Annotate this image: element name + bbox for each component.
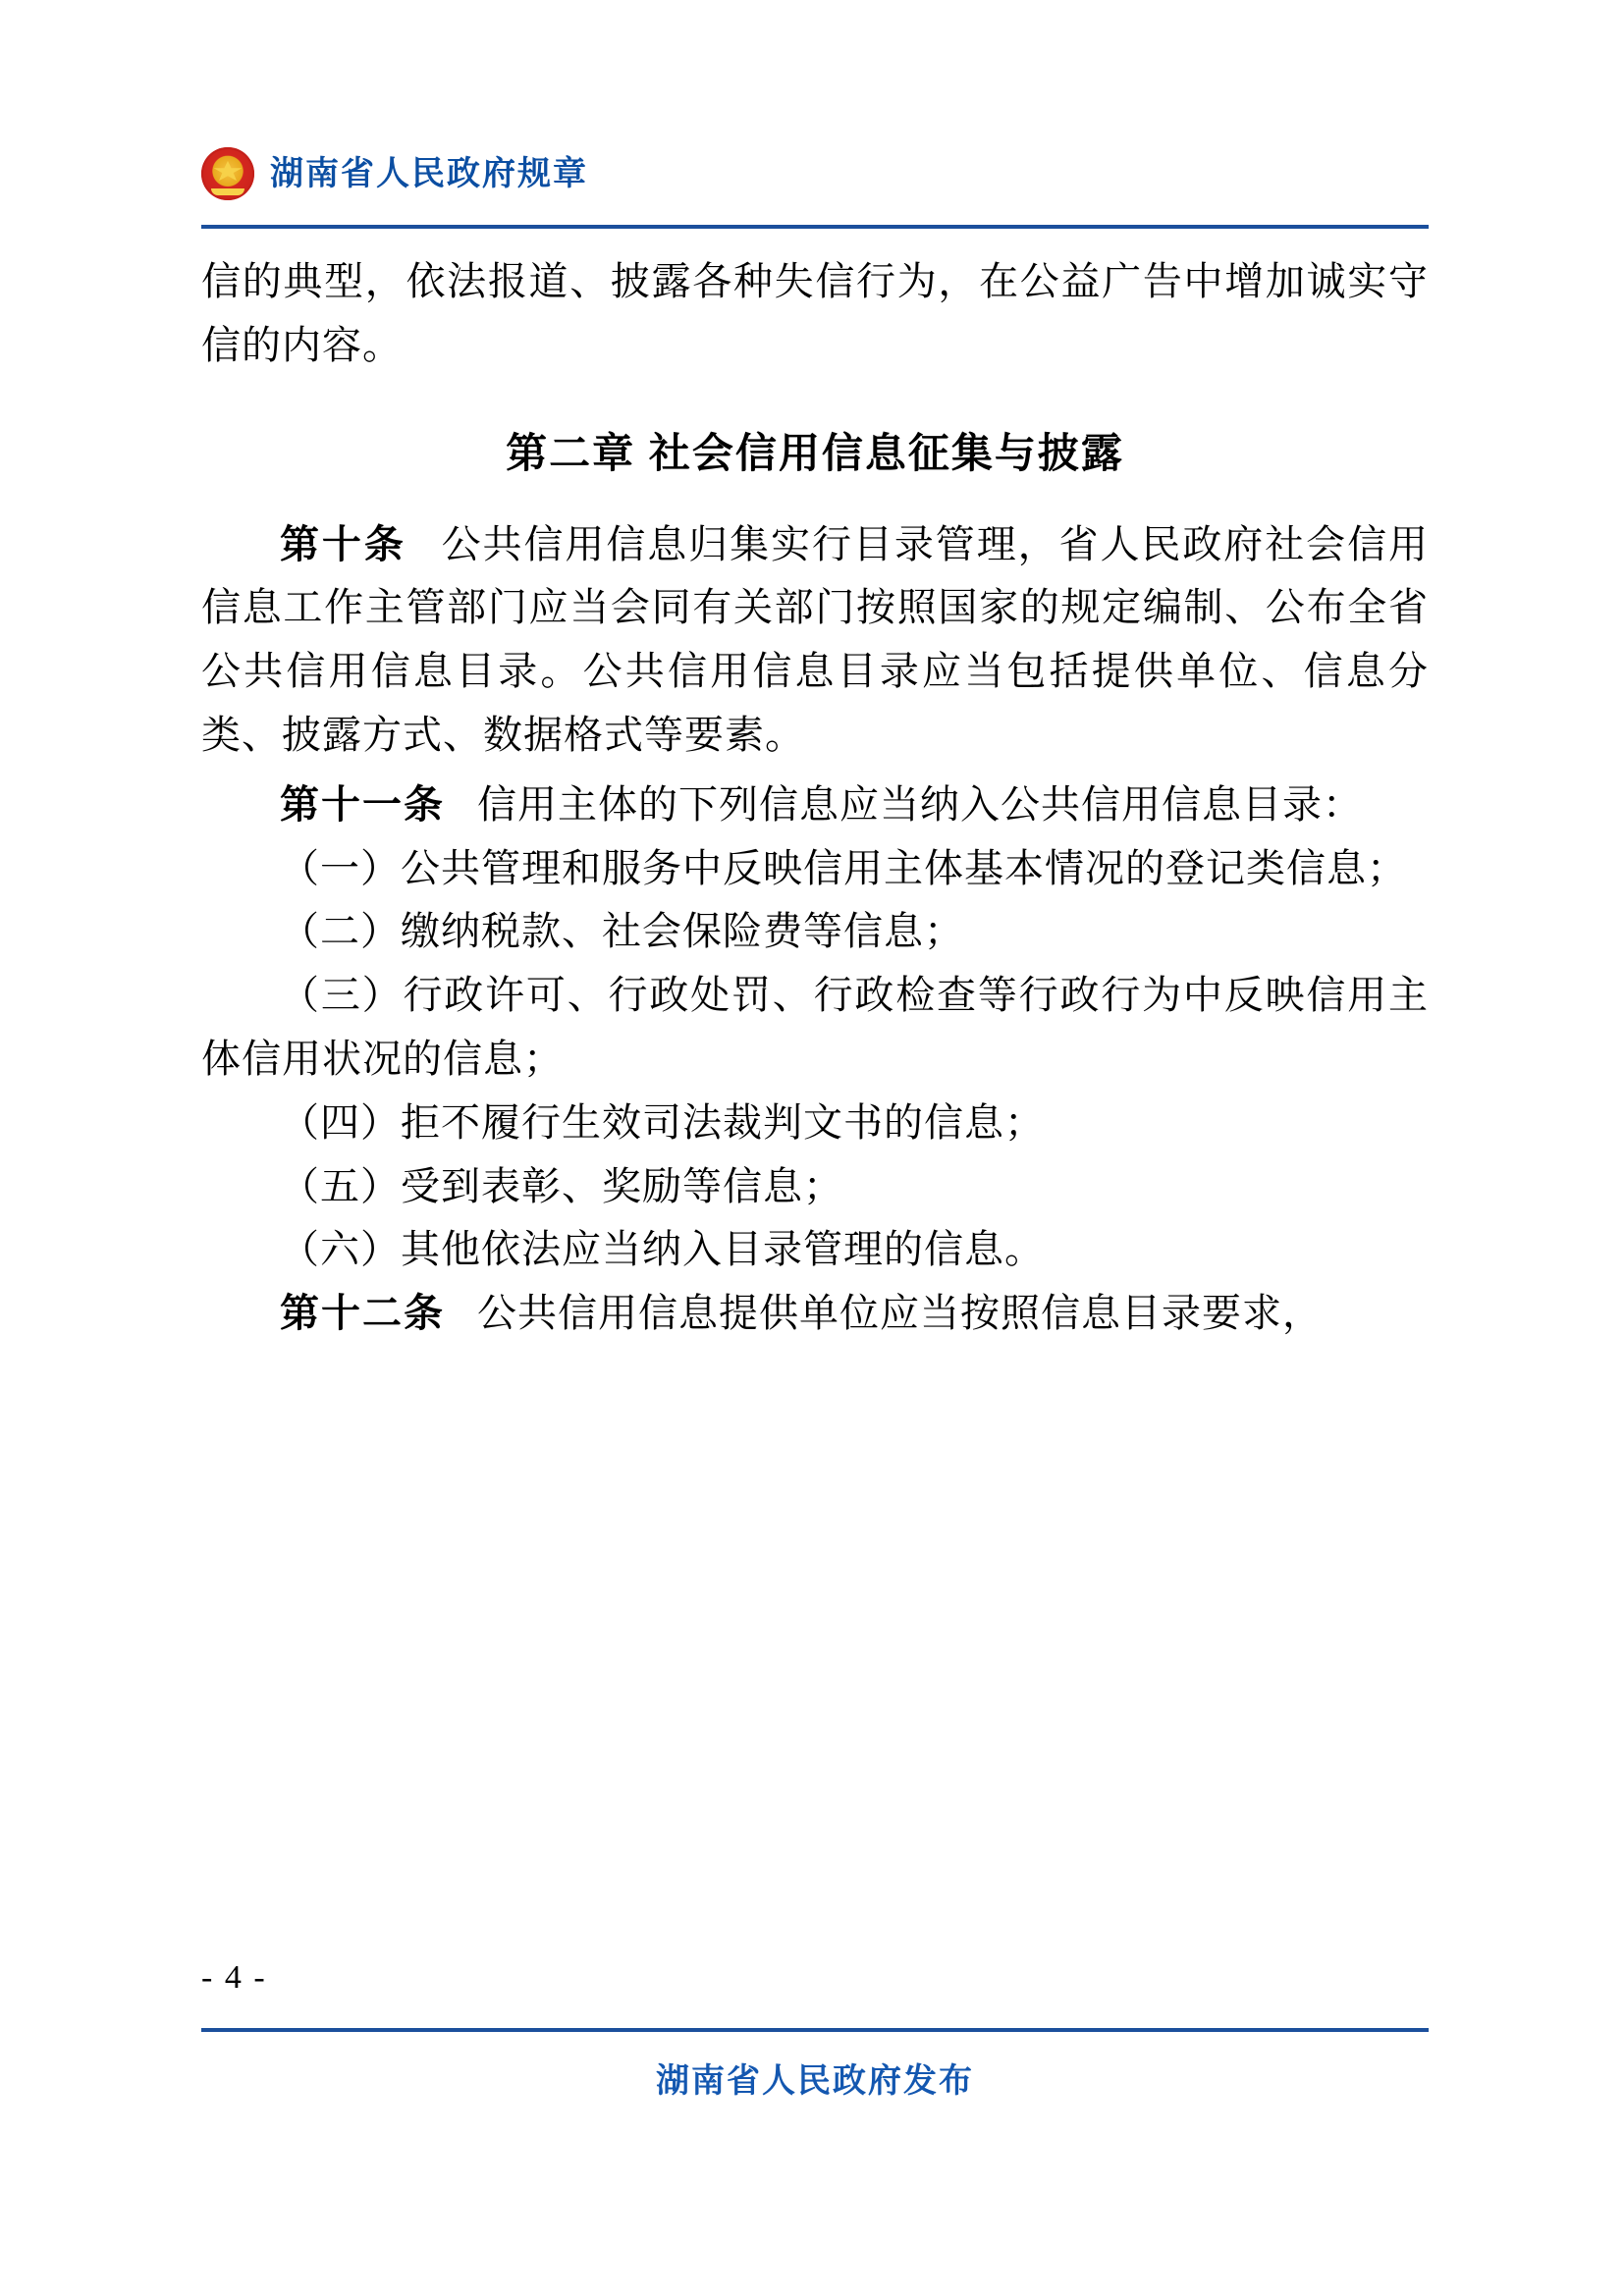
article-text: 公共信用信息提供单位应当按照信息目录要求， bbox=[477, 1291, 1323, 1336]
document-content bbox=[201, 250, 1429, 1346]
article-number: 第十条 bbox=[280, 522, 406, 566]
article-paragraph-11 bbox=[201, 774, 1429, 837]
header-row bbox=[201, 147, 1429, 212]
article-paragraph-10 bbox=[201, 513, 1429, 768]
chapter-heading: 第二章 社会信用信息征集与披露 bbox=[506, 429, 1124, 476]
article-number: 第十一条 bbox=[280, 782, 445, 827]
list-item: （三）行政许可、行政处罚、行政检查等行政行为中反映信用主体信用状况的信息； bbox=[201, 973, 1429, 1081]
list-item: （六）其他依法应当纳入目录管理的信息。 bbox=[280, 1227, 1045, 1272]
article-text: 公共信用信息归集实行目录管理，省人民政府社会信用信息工作主管部门应当会同有关部门按照国家的规定编制、公布全省公共信用信息目录。公共信用信息目录应当包括提供单位、信息分类、披露方式、数据格式等要素。 bbox=[201, 521, 1430, 757]
continued-paragraph: 信的典型，依法报道、披露各种失信行为，在公益广告中增加诚实守信的内容。 bbox=[201, 259, 1429, 367]
list-item: （五）受到表彰、奖励等信息； bbox=[280, 1163, 843, 1208]
article-text: 信用主体的下列信息应当纳入公共信用信息目录： bbox=[477, 781, 1363, 827]
footer-divider bbox=[201, 2028, 1429, 2032]
article-number: 第十二条 bbox=[280, 1292, 445, 1336]
footer-publisher: 湖南省人民政府发布 bbox=[656, 2062, 974, 2100]
header-title: 湖南省人民政府规章 bbox=[270, 155, 588, 192]
list-item: （四）拒不履行生效司法裁判文书的信息； bbox=[280, 1099, 1045, 1145]
page-number: - 4 - bbox=[201, 1959, 267, 1996]
national-emblem-icon bbox=[201, 147, 254, 200]
article-paragraph-12 bbox=[201, 1282, 1429, 1346]
header-divider bbox=[201, 225, 1429, 229]
page-header bbox=[201, 147, 1429, 240]
list-item: （二）缴纳税款、社会保险费等信息； bbox=[280, 909, 964, 954]
list-item: （一）公共管理和服务中反映信用主体基本情况的登记类信息； bbox=[280, 845, 1407, 890]
